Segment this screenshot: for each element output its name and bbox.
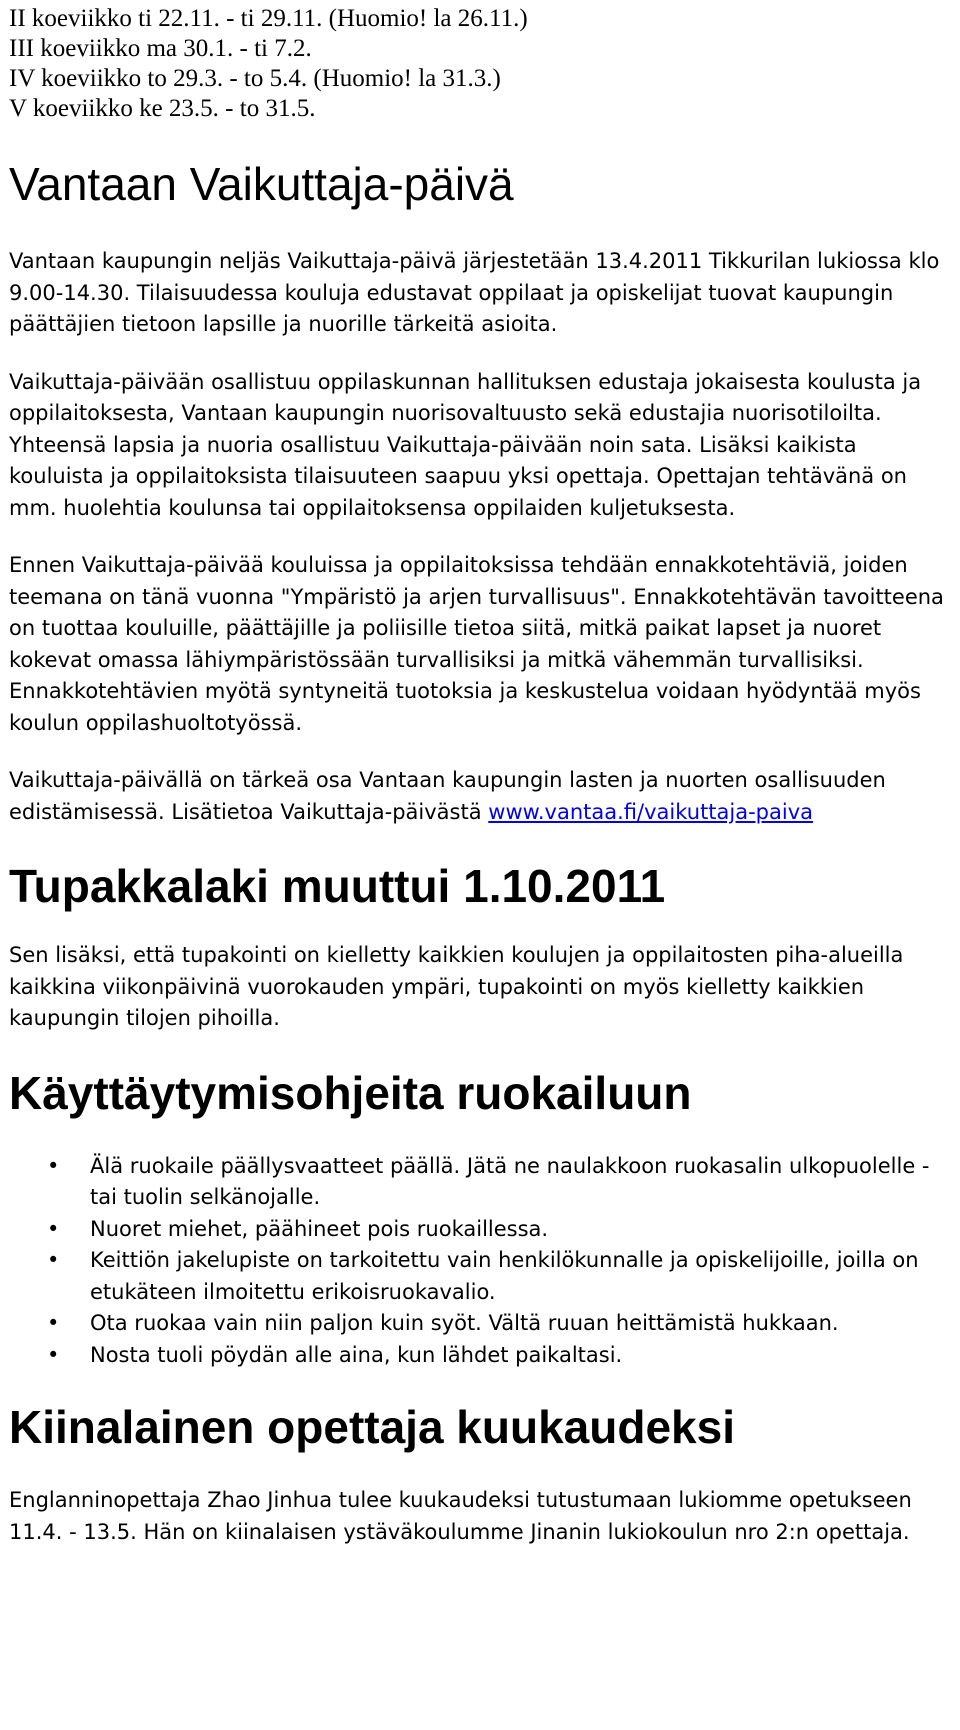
kiina-paragraph: Englanninopettaja Zhao Jinhua tulee kuukaudeksi tutustumaan lukiomme opetukseen 11.4. - 13.5. Hän on kiinalaisen ystäväkoulumme Jinanin lukiokoulun nro 2:n opettaja. — [9, 1488, 912, 1544]
list-item — [9, 1308, 954, 1340]
list-item-text: Ota ruokaa vain niin paljon kuin syöt. Vältä ruuan heittämistä hukkaan. — [90, 1311, 839, 1335]
bullet-icon: • — [47, 1311, 60, 1335]
exam-week-line: V koeviikko ke 23.5. - to 31.5. — [9, 95, 316, 122]
vaikuttaja-paragraph-3: Ennen Vaikuttaja-päivää kouluissa ja oppilaitoksissa tehdään ennakkotehtäviä, joiden teemana on tänä vuonna "Ympäristö ja arjen turvallisuus". Ennakkotehtävän tavoitteena on tuottaa kouluille, päättäjille ja poliisille tietoa siitä, mitkä paikat lapset ja nuoret kokevat omassa lähiympäristössään turvallisiksi ja mitkä vähemmän turvallisiksi. Ennakkotehtävien myötä syntyneitä tuotoksia ja keskustelua voidaan hyödyntää myös koulun oppilashuoltotyössä. — [9, 553, 944, 735]
vaikuttaja-paragraph-4-text: Vaikuttaja-päivällä on tärkeä osa Vantaan kaupungin lasten ja nuorten osallisuuden edistämisessä. Lisätietoa Vaikuttaja-päivästä — [9, 768, 886, 824]
list-item — [9, 1214, 954, 1246]
list-item-text: Älä ruokaile päällysvaatteet päällä. Jätä ne naulakkoon ruokasalin ulkopuolelle - tai tuolin selkänojalle. — [90, 1153, 930, 1209]
tupakka-paragraph: Sen lisäksi, että tupakointi on kielletty kaikkien koulujen ja oppilaitosten piha-alueilla kaikkina viikonpäivinä vuorokauden ympäri, tupakointi on myös kielletty kaikkien kaupungin tilojen pihoilla. — [9, 943, 904, 1030]
ruokailu-rules-list — [9, 1151, 954, 1372]
list-item — [9, 1151, 954, 1214]
heading-tupakkalaki: Tupakkalaki muuttui 1.10.2011 — [9, 860, 666, 912]
bullet-icon: • — [47, 1216, 60, 1241]
bullet-icon: • — [47, 1153, 60, 1178]
list-item — [9, 1245, 954, 1308]
exam-week-list — [9, 4, 954, 124]
bullet-icon: • — [47, 1342, 60, 1367]
exam-week-line: IV koeviikko to 29.3. - to 5.4. (Huomio! la 31.3.) — [9, 65, 501, 92]
heading-ruokailu: Käyttäytymisohjeita ruokailuun — [9, 1066, 692, 1119]
vaikuttaja-paragraph-4 — [9, 765, 954, 828]
vaikuttaja-paragraph-2: Vaikuttaja-päivään osallistuu oppilaskunnan hallituksen edustaja jokaisesta koulusta ja oppilaitoksesta, Vantaan kaupungin nuorisovaltuusto sekä edustajia nuorisotiloilta. Yhteensä lapsia ja nuoria osallistuu Vaikuttaja-päivään noin sata. Lisäksi kaikista kouluista ja oppilaitoksista tilaisuuteen saapuu yksi opettaja. Opettajan tehtävänä on mm. huolehtia koulunsa tai oppilaitoksensa oppilaiden kuljetuksesta. — [9, 369, 922, 520]
list-item-text: Keittiön jakelupiste on tarkoitettu vain henkilökunnalle ja opiskelijoille, joilla on etukäteen ilmoitettu erikoisruokavalio. — [90, 1248, 919, 1304]
list-item-text: Nosta tuoli pöydän alle aina, kun lähdet paikaltasi. — [90, 1342, 623, 1367]
document-page — [9, 0, 954, 1548]
heading-vaikuttaja: Vantaan Vaikuttaja-päivä — [9, 158, 514, 210]
list-item — [9, 1340, 954, 1372]
exam-week-line: II koeviikko ti 22.11. - ti 29.11. (Huomio! la 26.11.) — [9, 5, 528, 32]
vaikuttaja-link[interactable]: www.vantaa.fi/vaikuttaja-paiva — [488, 799, 814, 824]
list-item-text: Nuoret miehet, päähineet pois ruokaillessa. — [90, 1216, 549, 1241]
vaikuttaja-paragraph-1: Vantaan kaupungin neljäs Vaikuttaja-päivä järjestetään 13.4.2011 Tikkurilan lukiossa klo 9.00-14.30. Tilaisuudessa kouluja edustavat oppilaat ja opiskelijat tuovat kaupungin päättäjien tietoon lapsille ja nuorille tärkeitä asioita. — [9, 249, 940, 336]
heading-kiinalainen-opettaja: Kiinalainen opettaja kuukaudeksi — [9, 1401, 735, 1453]
exam-week-line: III koeviikko ma 30.1. - ti 7.2. — [9, 35, 312, 62]
bullet-icon: • — [47, 1248, 60, 1272]
